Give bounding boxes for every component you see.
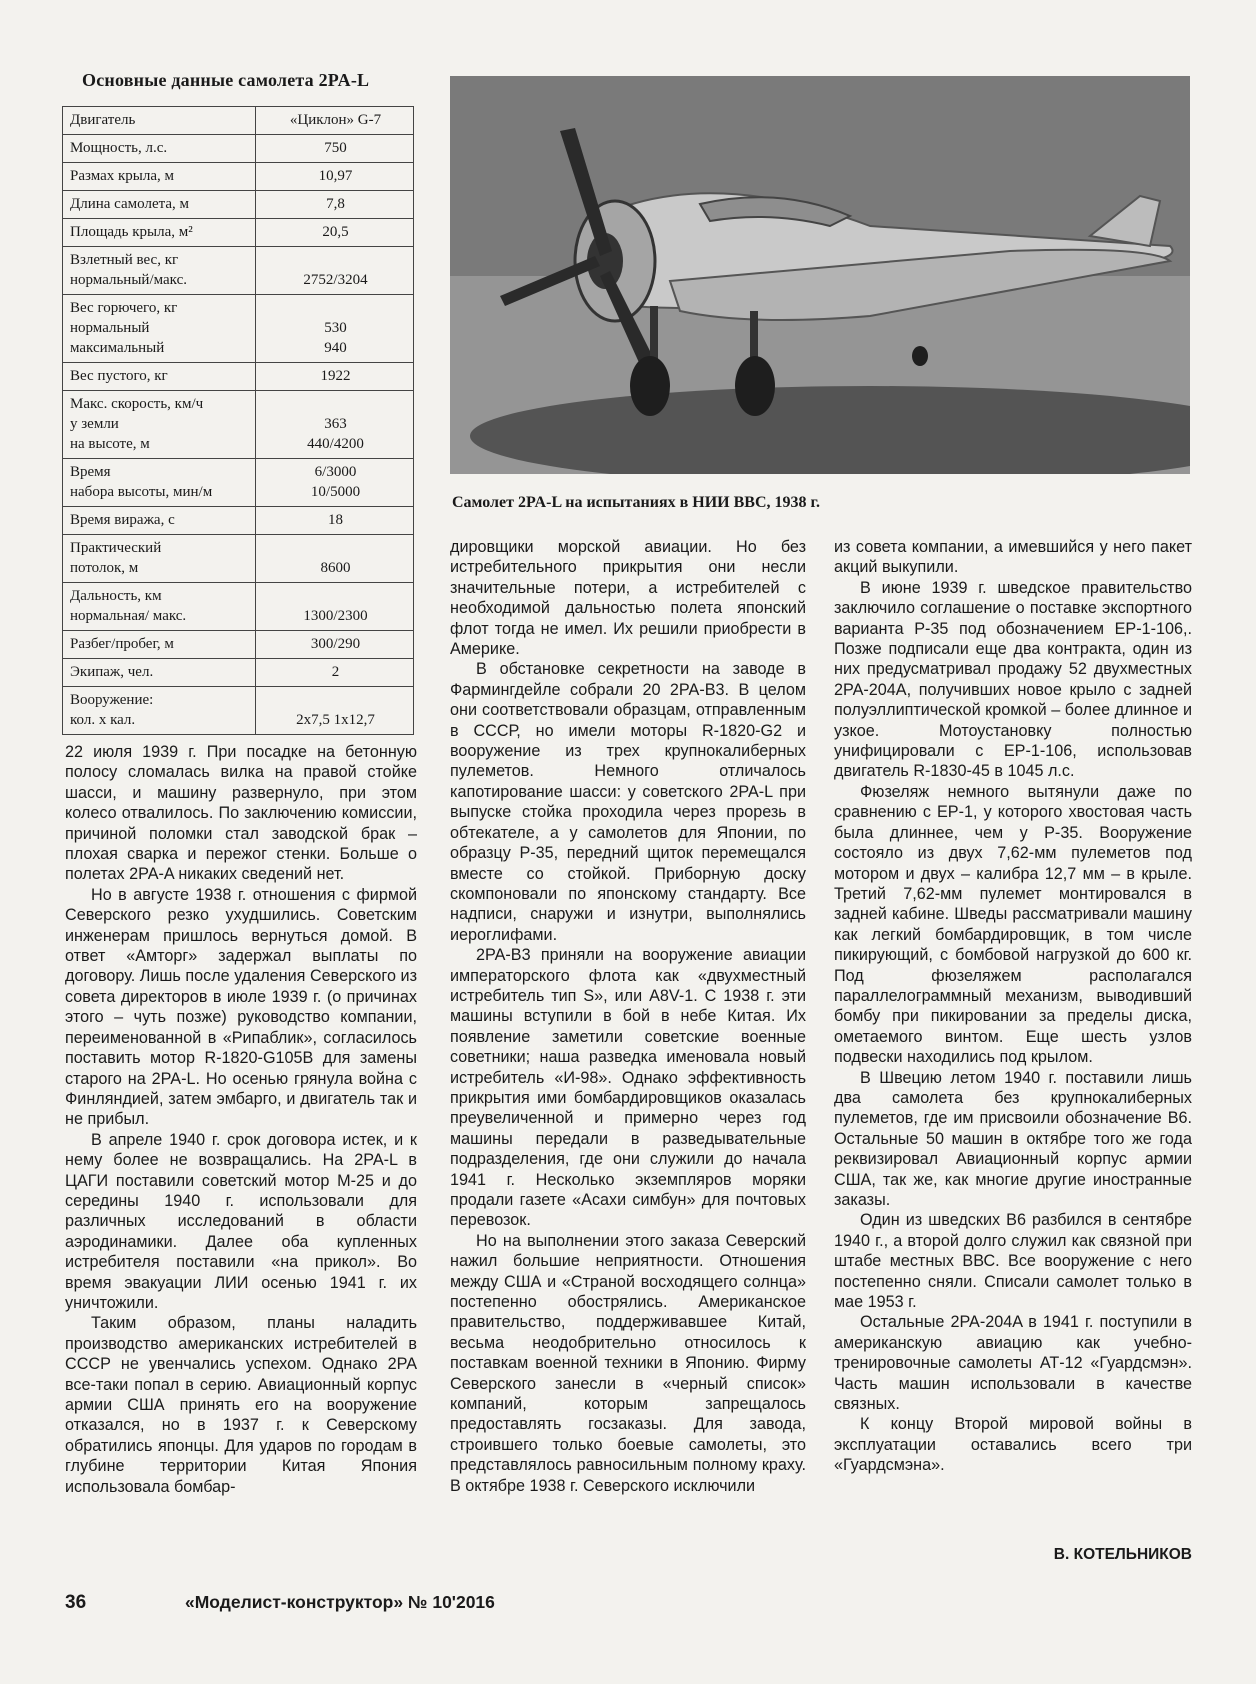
aircraft-photo-drawing: [450, 76, 1190, 474]
spec-value: 7,8: [256, 191, 414, 219]
spec-param: Практический потолок, м: [63, 535, 256, 583]
spec-param: Размах крыла, м: [63, 163, 256, 191]
spec-value: 8600: [256, 535, 414, 583]
article-paragraph: К концу Второй мировой войны в эксплуатации оставались всего три «Гуардсмэна».: [834, 1415, 1192, 1475]
article-paragraph: Но на выполнении этого заказа Северский нажил большие неприятности. Отношения между США и «Страной восходящего солнца» постепенно обострялись. Американское правительство, поддерживавшее Китай, весьма неодобрительно относилось к поставкам военной техники в Японию. Фирму Северского занесли в «черный список» компаний, которым запрещалось предоставлять госзаказы. Для завода, строившего только боевые самолеты, это представлялось равносильным полному краху. В октябре 1938 г. Северского исключили: [450, 1231, 806, 1495]
spec-row: [63, 507, 414, 535]
photo-caption: Самолет 2PA-L на испытаниях в НИИ ВВС, 1938 г.: [452, 494, 820, 511]
spec-value: «Циклон» G-7: [256, 107, 414, 135]
spec-row: [63, 631, 414, 659]
page-number: 36: [65, 1592, 87, 1613]
spec-value: 6/3000 10/5000: [256, 459, 414, 507]
spec-param: Вооружение: кол. x кал.: [63, 687, 256, 735]
spec-value: 20,5: [256, 219, 414, 247]
article-paragraph: Но в августе 1938 г. отношения с фирмой Северского резко ухудшились. Советским инженерам пришлось вернуться домой. В ответ «Амторг» задержал выплаты по договору. Лишь после удаления Северского из совета директоров в июле 1939 г. (о причинах этого – чуть позже) руководство компании, переименованной в «Рипаблик», согласилось поставить мотор R-1820-G105B для замены старого на 2PA-L. Но осенью грянула война с Финляндией, затем эмбарго, и двигатель так и не прибыл.: [65, 885, 417, 1129]
spec-row: [63, 219, 414, 247]
spec-row: [63, 363, 414, 391]
spec-value: 18: [256, 507, 414, 535]
article-paragraph: В июне 1939 г. шведское правительство заключило соглашение о поставке экспортного варианта Р-35 под обозначением ЕР-1-106,. Позже подписали еще два контракта, один из них предусматривал продажу 52 двухместных 2PA-204A, получивших новое крыло с задней полуэллиптической кромкой – более длинное и узкое. Мотоустановку полностью унифицировали с ЕР-1-106, использовав двигатель R-1830-45 в 1045 л.с.: [834, 578, 1192, 781]
article-paragraph: 22 июля 1939 г. При посадке на бетонную полосу сломалась вилка на правой стойке шасси, и машину развернуло, при этом колесо отвалилось. По заключению комиссии, причиной поломки стал заводской брак – плохая сварка и пережог стенки. Больше о полетах 2PA-A никаких сведений нет.: [65, 743, 417, 884]
spec-row: [63, 659, 414, 687]
article-paragraph: В обстановке секретности на заводе в Фармингдейле собрали 20 2PA-B3. В целом они соответствовали образцам, отправленным в СССР, но имели моторы R-1820-G2 и вооружение из трех крупнокалиберных пулеметов. Немного отличалось капотирование шасси: у советского 2PA-L при выпуске стойка проходила через прорезь в обтекателе, а у самолетов для Японии, по образцу Р-35, передний щиток перемещался вместе со стойкой. Приборную доску скомпоновали по японскому стандарту. Все надписи, снаружи и изнутри, выполнялись иероглифами.: [450, 660, 806, 944]
spec-param: Время набора высоты, мин/м: [63, 459, 256, 507]
spec-value: 2: [256, 659, 414, 687]
spec-row: [63, 163, 414, 191]
spec-param: Вес горючего, кг нормальный максимальный: [63, 295, 256, 363]
spec-value: 1922: [256, 363, 414, 391]
spec-row: [63, 583, 414, 631]
spec-row: [63, 535, 414, 583]
spec-param: Мощность, л.с.: [63, 135, 256, 163]
spec-row: [63, 295, 414, 363]
spec-param: Макс. скорость, км/ч у земли на высоте, м: [63, 391, 256, 459]
spec-value: 2x7,5 1x12,7: [256, 687, 414, 735]
spec-param: Вес пустого, кг: [63, 363, 256, 391]
article-paragraph: из совета компании, а имевшийся у него пакет акций выкупили.: [834, 538, 1192, 577]
spec-row: [63, 391, 414, 459]
spec-param: Площадь крыла, м²: [63, 219, 256, 247]
spec-row: [63, 687, 414, 735]
spec-param: Разбег/пробег, м: [63, 631, 256, 659]
article-paragraph: дировщики морской авиации. Но без истребительного прикрытия они несли значительные потери, а истребителей с необходимой дальностью полета японский флот тогда не имел. Их решили приобрести в Америке.: [450, 538, 806, 659]
article-paragraph: 2PA-B3 приняли на вооружение авиации императорского флота как «двухместный истребитель тип S», или A8V-1. С 1938 г. эти машины вступили в бой в небе Китая. Их появление заметили советские военные советники; наша разведка именовала новый истребитель «И-98». Однако эффективность прикрытия ими бомбардировщиков оказалась преувеличенной и примерно через год машины передали в разведывательные подразделения, где они служили до начала 1941 г. Несколько экземпляров моряки продали газете «Асахи симбун» для почтовых перевозок.: [450, 946, 806, 1230]
spec-value: 750: [256, 135, 414, 163]
spec-value: 10,97: [256, 163, 414, 191]
spec-param: Экипаж, чел.: [63, 659, 256, 687]
spec-value: 1300/2300: [256, 583, 414, 631]
spec-row: [63, 191, 414, 219]
spec-param: Время виража, с: [63, 507, 256, 535]
spec-row: [63, 107, 414, 135]
spec-value: 530 940: [256, 295, 414, 363]
spec-row: [63, 135, 414, 163]
spec-value: 300/290: [256, 631, 414, 659]
spec-value: 363 440/4200: [256, 391, 414, 459]
aircraft-photo: [450, 76, 1190, 474]
spec-row: [63, 459, 414, 507]
spec-table: [62, 106, 414, 735]
spec-value: 2752/3204: [256, 247, 414, 295]
article-paragraph: Остальные 2PA-204A в 1941 г. поступили в американскую авиацию как учебно-тренировочные самолеты АТ-12 «Гуардсмэн». Часть машин использовали в качестве связных.: [834, 1313, 1192, 1414]
article-paragraph: Таким образом, планы наладить производство американских истребителей в СССР не увенчались успехом. Однако 2PA все-таки попал в серию. Авиационный корпус армии США принять его на вооружение отказался, но в 1937 г. к Северскому обратились японцы. Для ударов по городам в глубине территории Китая Япония использовала бомбар-: [65, 1314, 417, 1496]
spec-table-title: Основные данные самолета 2PA-L: [82, 70, 370, 90]
spec-param: Дальность, км нормальная/ макс.: [63, 583, 256, 631]
article-column-2: [450, 537, 806, 1496]
article-paragraph: В апреле 1940 г. срок договора истек, и к нему более не возвращались. На 2PA-L в ЦАГИ поставили советский мотор М-25 и до середины 1940 г. использовали для различных исследований в области аэродинамики. Далее оба купленных истребителя поставили «на прикол». Во время эвакуации ЛИИ осенью 1941 г. их уничтожили.: [65, 1130, 417, 1312]
spec-param: Двигатель: [63, 107, 256, 135]
article-paragraph: Один из шведских В6 разбился в сентябре 1940 г., а второй долго служил как связной при штабе местных ВВС. Все вооружение с него постепенно сняли. Списали самолет только в мае 1953 г.: [834, 1211, 1192, 1312]
author-signature: В. КОТЕЛЬНИКОВ: [1053, 1546, 1192, 1563]
article-paragraph: В Швецию летом 1940 г. поставили лишь два самолета без крупнокалиберных пулеметов, где им присвоили обозначение В6. Остальные 50 машин в октябре того же года реквизировал Авиационный корпус армии США, так же, как многие другие иностранные заказы.: [834, 1068, 1192, 1209]
spec-param: Длина самолета, м: [63, 191, 256, 219]
article-paragraph: Фюзеляж немного вытянули даже по сравнению с ЕР-1, у которого хвостовая часть была длиннее, чем у Р-35. Вооружение состояло из двух 7,62-мм пулеметов под мотором и двух – калибра 12,7 мм – в крыле. Третий 7,62-мм пулемет монтировался в задней кабине. Шведы рассматривали машину как легкий бомбардировщик, в том числе пикирующий, с бомбовой нагрузкой до 600 кг. Под фюзеляжем располагался параллелограммный механизм, выводивший бомбу при пикировании за пределы диска, ометаемого винтом. Еще шесть узлов подвески находились под крылом.: [834, 782, 1192, 1067]
magazine-title: «Моделист-конструктор» № 10'2016: [185, 1592, 495, 1612]
article-column-1: [65, 742, 417, 1497]
spec-param: Взлетный вес, кг нормальный/макс.: [63, 247, 256, 295]
article-column-3: [834, 537, 1192, 1476]
spec-row: [63, 247, 414, 295]
